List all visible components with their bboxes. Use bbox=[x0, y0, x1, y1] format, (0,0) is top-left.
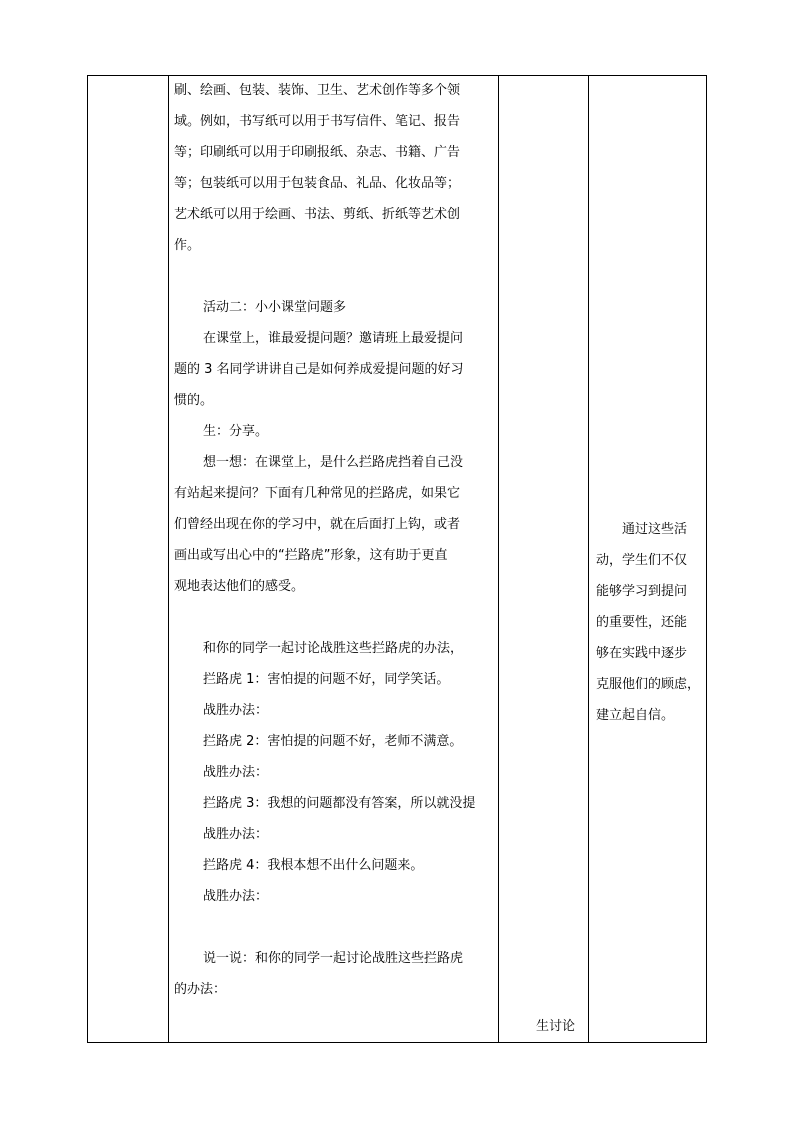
design-intent-text-line: 通过这些活 bbox=[622, 522, 688, 537]
design-intent-text-line: 克服他们的顾虑， bbox=[596, 677, 701, 692]
activity-text-line: 生：分享。 bbox=[203, 424, 269, 439]
design-intent-text-line: 够在实践中逐步 bbox=[596, 646, 688, 661]
activity-text-line: 艺术纸可以用于绘画、书法、剪纸、折纸等艺术创 bbox=[174, 207, 461, 222]
design-intent-text-line: 能够学习到提问 bbox=[596, 584, 688, 599]
activity-text-line: 等；包装纸可以用于包装食品、礼品、化妆品等； bbox=[174, 176, 461, 191]
activity-text-line: 画出或写出心中的“拦路虎”形象，这有助于更直 bbox=[174, 548, 448, 563]
activity-text-line: 说一说：和你的同学一起讨论战胜这些拦路虎 bbox=[203, 951, 464, 966]
design-intent-text-line: 的重要性，还能 bbox=[596, 615, 688, 630]
column-teaching-activity bbox=[169, 76, 499, 1042]
activity-text-line: 拦路虎 3：我想的问题都没有答案，所以就没提 bbox=[203, 796, 476, 811]
activity-text-line: 拦路虎 1：害怕提的问题不好，同学笑话。 bbox=[203, 672, 450, 687]
student-activity-text: 生讨论 bbox=[535, 1019, 575, 1034]
column-stage bbox=[88, 76, 169, 1042]
activity-text-line: 想一想：在课堂上，是什么拦路虎挡着自己没 bbox=[203, 455, 464, 470]
activity-text-line: 们曾经出现在你的学习中，就在后面打上钩，或者 bbox=[174, 517, 461, 532]
activity-text-line: 惯的。 bbox=[174, 393, 214, 408]
column-student-activity bbox=[499, 76, 589, 1042]
column-design-intent bbox=[589, 76, 708, 1042]
activity-text-line: 观地表达他们的感受。 bbox=[174, 579, 305, 594]
activity-text-line: 题的 3 名同学讲讲自己是如何养成爱提问题的好习 bbox=[174, 362, 464, 377]
activity-text-line: 刷、绘画、包装、装饰、卫生、艺术创作等多个领 bbox=[174, 83, 461, 98]
activity-text-line: 战胜办法： bbox=[203, 889, 269, 904]
activity-text-line: 活动二：小小课堂问题多 bbox=[203, 300, 347, 315]
activity-text-line: 战胜办法： bbox=[203, 765, 269, 780]
activity-text-line: 战胜办法： bbox=[203, 827, 269, 842]
activity-text-line: 作。 bbox=[174, 238, 201, 253]
activity-text-line: 拦路虎 4：我根本想不出什么问题来。 bbox=[203, 858, 424, 873]
activity-text-line: 拦路虎 2：害怕提的问题不好，老师不满意。 bbox=[203, 734, 463, 749]
activity-text-line: 在课堂上，谁最爱提问题？邀请班上最爱提问 bbox=[203, 331, 464, 346]
lesson-plan-table bbox=[87, 75, 707, 1043]
activity-text-line: 域。例如，书写纸可以用于书写信件、笔记、报告 bbox=[174, 114, 461, 129]
activity-text-line: 战胜办法： bbox=[203, 703, 269, 718]
activity-text-line: 的办法： bbox=[174, 982, 227, 997]
design-intent-text-line: 动，学生们不仅 bbox=[596, 553, 688, 568]
activity-text-line: 等；印刷纸可以用于印刷报纸、杂志、书籍、广告 bbox=[174, 145, 461, 160]
design-intent-text-line: 建立起自信。 bbox=[596, 708, 675, 723]
activity-text-line: 和你的同学一起讨论战胜这些拦路虎的办法， bbox=[203, 641, 464, 656]
activity-text-line: 有站起来提问？下面有几种常见的拦路虎，如果它 bbox=[174, 486, 461, 501]
